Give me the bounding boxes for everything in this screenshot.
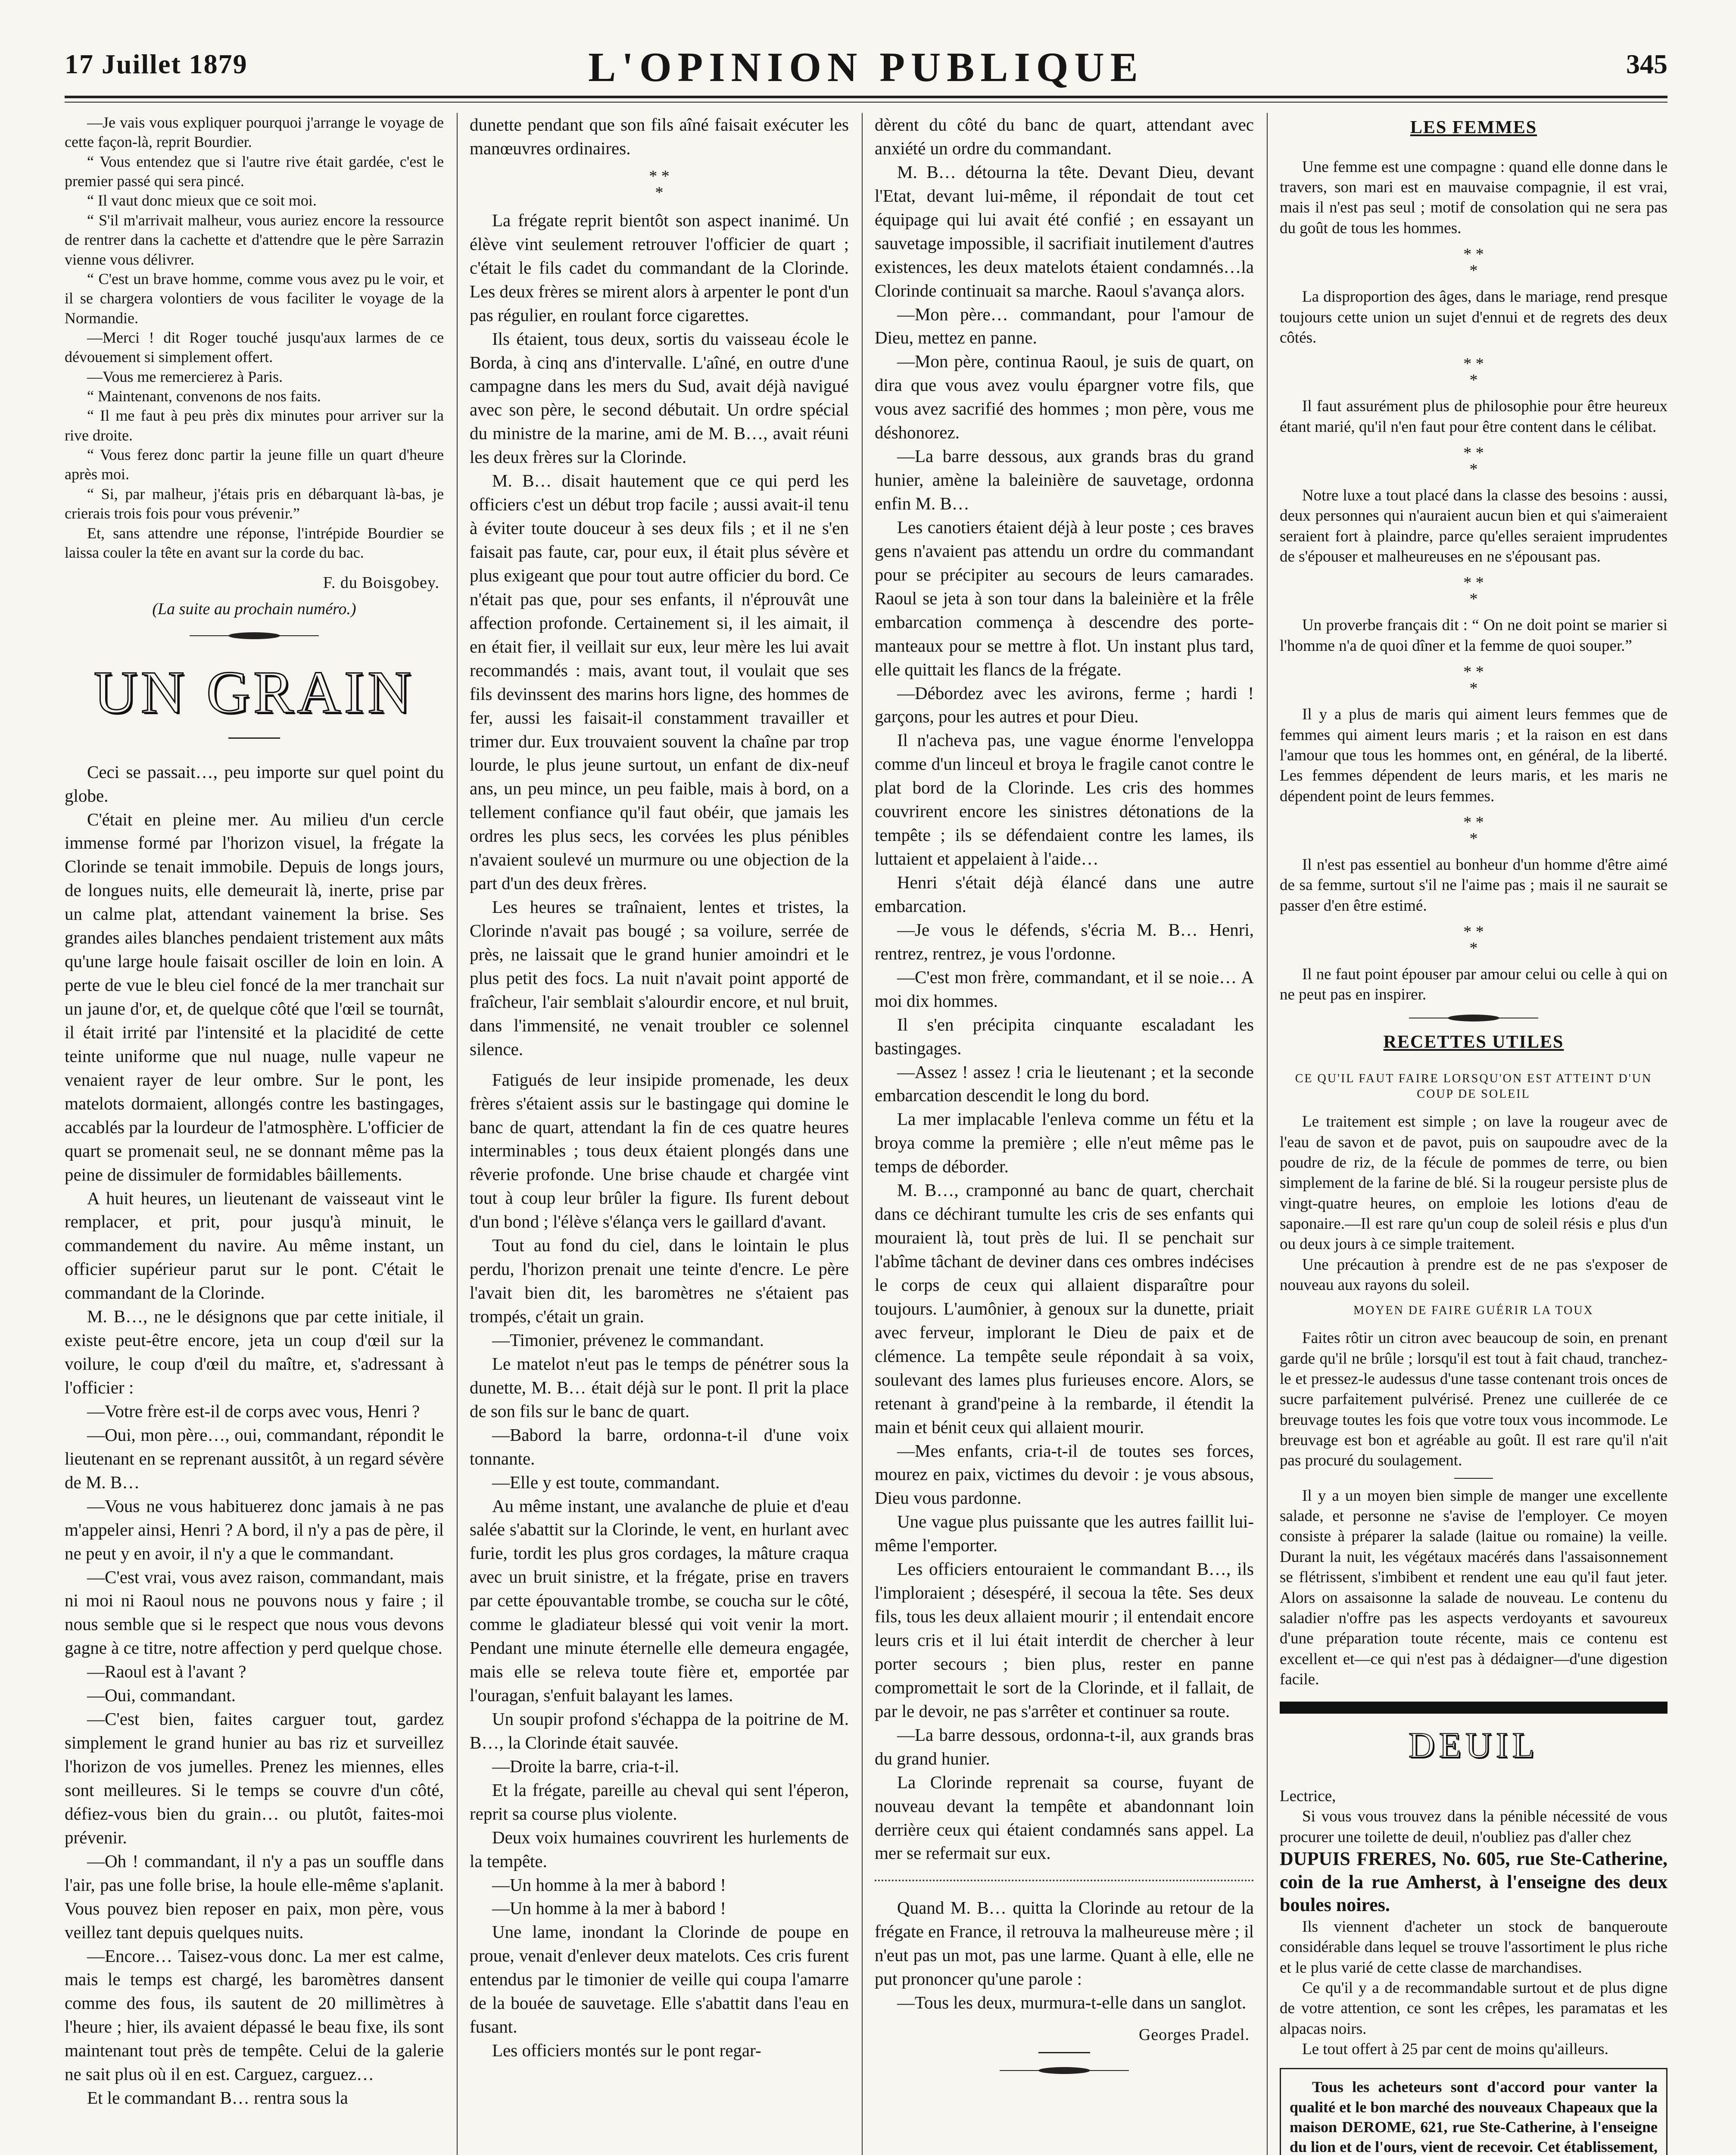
section-stars: * * *	[649, 167, 670, 202]
paragraph: La frégate reprit bientôt son aspect inanimé. Un élève vint seulement retrouver l'officier de quart ; c'était le fils cadet du commandant de la Clorinde. Les deux frères se mirent alors à arpenter le pont d'un pas régulier, en roulant force cigarettes.	[470, 210, 849, 325]
paragraph: —Droite la barre, cria-t-il.	[492, 1756, 679, 1776]
section-stars: * * *	[1463, 443, 1484, 478]
paragraph: Le matelot n'eut pas le temps de pénétrer sous la dunette, M. B… était déjà sur le pont. Il prit la place de son fils sur le banc de quart.	[470, 1353, 849, 1421]
paragraph: dèrent du côté du banc de quart, attendant avec anxiété un ordre du commandant.	[875, 115, 1254, 158]
masthead-rule	[65, 96, 1667, 98]
paragraph: “ Vous ferez donc partir la jeune fille un quart d'heure après moi.	[65, 446, 444, 483]
paragraph: Notre luxe a tout placé dans la classe des besoins : aussi, deux personnes qui n'auraient aucun bien et qui s'aimeraient seraient fort à plaindre, parce qu'elles seraient imprudentes de s'épouser et malheureuses en ne s'épousant pas.	[1280, 486, 1667, 566]
paragraph: Une précaution à prendre est de ne pas s'exposer de nouveau aux rayons du soleil.	[1280, 1256, 1667, 1294]
paragraph: —La barre dessous, ordonna-t-il, aux grands bras du grand hunier.	[875, 1724, 1254, 1768]
author-signature: Georges Pradel.	[1138, 2026, 1250, 2044]
paragraph: Et la frégate, pareille au cheval qui sent l'éperon, reprit sa course plus violente.	[470, 1780, 849, 1824]
paragraph: Ils étaient, tous deux, sortis du vaisseau école le Borda, à cinq ans d'intervalle. L'aîné, en outre d'une campagne dans les mers du Sud, avait déjà navigué avec son père, le second débutait. Un ordre spécial du ministre de la marine, ami de M. B…, avait réuni les deux frères sur la Clorinde.	[470, 328, 849, 467]
section-stars: * * *	[1463, 663, 1484, 698]
paragraph: —Raoul est à l'avant ?	[87, 1662, 246, 1682]
paragraph: Ce qu'il y a de recommandable surtout et de plus digne de votre attention, ce sont les crêpes, les paramatas et les alpacas noirs.	[1280, 1979, 1667, 2038]
paragraph: Tout au fond du ciel, dans le lointain le plus perdu, l'horizon prenait une teinte d'encre. Le père l'avait bien dit, les baromètres ne s'étaient pas trompés, c'était un grain.	[470, 1235, 849, 1326]
paragraph: —Je vais vous expliquer pourquoi j'arrange le voyage de cette façon-là, reprit Bourdier.	[65, 114, 444, 151]
paragraph: Les heures se traînaient, lentes et tristes, la Clorinde n'avait pas bougé ; sa voilure, serrée de près, ne laissait que le grand hunier amoindri et le plus petit des focs. La nuit n'avait point apporté de fraîcheur, l'air semblait s'alourdir encore, et nul bruit, dans l'immensité, ne venait troubler ce solennel silence.	[470, 897, 849, 1059]
paragraph: —Mon père… commandant, pour l'amour de Dieu, mettez en panne.	[875, 304, 1254, 348]
column-divider	[862, 113, 863, 2155]
paragraph: —Mon père, continua Raoul, je suis de quart, on dira que vous avez voulu épargner votre fils, que vous avez sacrifié des hommes ; mon père, vous me déshonorez.	[875, 351, 1254, 443]
author-signature: F. du Boisgobey.	[323, 574, 439, 592]
paragraph: Ceci se passait…, peu importe sur quel point du globe.	[65, 762, 444, 806]
paragraph: La mer implacable l'enleva comme un fétu et la broya comme la première ; elle n'eut même pas le temps de déborder.	[875, 1109, 1254, 1177]
paragraph: —Mes enfants, cria-t-il de toutes ses forces, mourez en paix, victimes du devoir : je vous absous, Dieu vous pardonne.	[875, 1440, 1254, 1508]
paragraph: A huit heures, un lieutenant de vaisseaut vint le remplacer, et prit, pour jusqu'à minuit, le commandement du navire. Au même instant, un officier supérieur parut sur le pont. C'était le commandant de la Clorinde.	[65, 1188, 444, 1303]
paragraph: Quand M. B… quitta la Clorinde au retour de la frégate en France, il retrouva la malheureuse mère ; il n'eut pas un mot, pas une larme. Quant à elle, elle ne put prononcer qu'une parole :	[875, 1898, 1254, 1989]
paragraph: —Oh ! commandant, il n'y a pas un souffle dans l'air, pas une folle brise, la houle elle-même s'aplanit. Vous pouvez bien reposer en paix, mon père, vous veillez tant depuis quelques nuits.	[65, 1851, 444, 1942]
hat-store-ad: Tous les acheteurs sont d'accord pour vanter la qualité et le bon marché des nouveaux Chapeaux que la maison DEROME, 621, rue Ste-Catherine, à l'enseigne du lion et de l'ours, vient de recevoir. Cet établissement,	[1280, 2068, 1667, 2155]
section-stars: * * *	[1463, 245, 1484, 280]
paragraph: dunette pendant que son fils aîné faisait exécuter les manœuvres ordinaires.	[470, 115, 849, 158]
paragraph: Une vague plus puissante que les autres faillit lui-même l'emporter.	[875, 1512, 1254, 1555]
section-stars: * * *	[1463, 355, 1484, 390]
paragraph: Il n'est pas essentiel au bonheur d'un homme d'être aimé de sa femme, surtout s'il ne l'aime pas ; mais il ne saurait se passer d'en être estimé.	[1280, 856, 1667, 915]
title-rule	[228, 737, 280, 739]
paragraph: —La barre dessous, aux grands bras du grand hunier, amène la baleinière de sauvetage, ordonna enfin M. B…	[875, 446, 1254, 513]
paragraph: Il y a un moyen bien simple de manger une excellente salade, et personne ne s'avise de l'employer. Ce moyen consiste à préparer la salade (laitue ou romaine) la veille. Durant la nuit, les végétaux macérés dans l'assaisonnement se flétrissent, s'imbibent et rendent une eau qu'il faut jeter. Alors on assaisonne la salade de nouveau. Le contenu du saladier n'offre pas les aspects verdoyants et savoureux d'une préparation toute récente, mais ce contenu est excellent et—ce qui n'est pas à dédaigner—d'une digestion facile.	[1280, 1487, 1667, 1688]
paragraph: —Babord la barre, ordonna-t-il d'une voix tonnante.	[470, 1424, 849, 1468]
paragraph: “ Il me faut à peu près dix minutes pour arriver sur la rive droite.	[65, 407, 444, 444]
page-number: 345	[1626, 49, 1667, 79]
paragraph: “ C'est un brave homme, comme vous avez pu le voir, et il se chargera volontiers de vous faciliter le voyage de la Normandie.	[65, 270, 444, 327]
paragraph: Faites rôtir un citron avec beaucoup de soin, en prenant garde qu'il ne brûle ; lorsqu'il est tout à fait chaud, tranchez-le et pressez-le audessus d'une tasse contenant trois onces de sucre parfaitement pulvérisé. Prenez une cuillerée de ce breuvage toutes les fois que votre toux vous incommode. Le breuvage est bon et agréable au goût. Il est rare qu'il n'ait pas procuré du soulagement.	[1280, 1329, 1667, 1470]
ad-title-deuil: DEUIL	[1409, 1725, 1539, 1766]
paragraph: —C'est mon frère, commandant, et il se noie… A moi dix hommes.	[875, 967, 1254, 1011]
section-title-femmes: LES FEMMES	[1410, 118, 1537, 137]
paragraph: Le traitement est simple ; on lave la rougeur avec de l'eau de savon et de pavot, puis on saupoudre avec de la poudre de riz, de la fécule de pommes de terre, ou bien simplement de la farine de blé. Si la rougeur persiste plus de vingt-quatre heures, on emploie les lotions d'eau de saponaire.—Il est rare qu'un coup de soleil résis e plus d'un ou deux jours à ce simple traitement.	[1280, 1113, 1667, 1253]
paragraph: —Débordez avec les avirons, ferme ; hardi ! garçons, pour les autres et pour Dieu.	[875, 683, 1254, 727]
paragraph: —Tous les deux, murmura-t-elle dans un sanglot.	[897, 1993, 1247, 2013]
ad-salutation: Lectrice,	[1280, 1787, 1336, 1805]
dotted-divider	[875, 1880, 1254, 1881]
serial-continuation	[65, 113, 444, 620]
paragraph: La Clorinde reprenait sa course, fuyant de nouveau devant la tempête et abandonnant loin derrière ceux qui étaient condamnés sans appel. La mer se refermait sur eux.	[875, 1772, 1254, 1863]
paragraph: Et le commandant B… rentra sous la	[87, 2088, 348, 2108]
paragraph: Une lame, inondant la Clorinde de poupe en proue, venait d'enlever deux matelots. Ces cris furent entendus par le timonier de veille qui coupa l'amarre de la bouée de sauvetage. Elle s'abattit dans l'eau en fusant.	[470, 1922, 849, 2037]
paragraph: —Merci ! dit Roger touché jusqu'aux larmes de ce dévouement si simplement offert.	[65, 328, 444, 366]
paragraph: —Vous me remercierez à Paris.	[87, 368, 283, 385]
paragraph: Les officiers montés sur le pont regar-	[492, 2040, 761, 2061]
paragraph: —Vous ne vous habituerez donc jamais à ne pas m'appeler ainsi, Henri ? A bord, il n'y a pas de père, il ne peut y en avoir, il n'y a que le commandant.	[65, 1496, 444, 1563]
paragraph: Si vous vous trouvez dans la pénible nécessité de vous procurer une toilette de deuil, n'oubliez pas d'aller chez	[1280, 1808, 1667, 1846]
paragraph: M. B…, ne le désignons que par cette initiale, il existe peut-être encore, jeta un coup d'œil sur la voilure, le coup d'œil du maître, et, s'adressant à l'officier :	[65, 1306, 444, 1398]
paragraph: Deux voix humaines couvrirent les hurlements de la tempête.	[470, 1827, 849, 1871]
paragraph: “ Si, par malheur, j'étais pris en débarquant là-bas, je crierais trois fois pour vous prévenir.”	[65, 485, 444, 522]
paragraph: Les officiers entouraient le commandant B…, ils l'imploraient ; désespéré, il secoua la tête. Ses deux fils, tous les deux allaient mourir ; il entendait encore leurs cris et il lui était interdit de chercher à leur porter secours ; bien plus, rester en panne compromettait le sort de la Clorinde, et il fallait, de par le devoir, ne pas s'arrêter et continuer sa route.	[875, 1559, 1254, 1721]
paragraph: Ils viennent d'acheter un stock de banqueroute considérable dans lequel se trouve l'assortiment le plus riche et le plus varié de cette classe de marchandises.	[1280, 1918, 1667, 1977]
paragraph: Il n'acheva pas, une vague énorme l'enveloppa comme d'un linceul et broya le fragile canot contre le plat bord de la Clorinde. Les cris des hommes couvrirent encore les sinistres détonations de la tempête ; ils se défendaient contre les lames, ils luttaient et appelaient à l'aide…	[875, 730, 1254, 869]
paragraph: —Elle y est toute, commandant.	[492, 1472, 720, 1492]
paragraph: Il s'en précipita cinquante escaladant les bastingages.	[875, 1014, 1254, 1058]
paragraph: —C'est bien, faites carguer tout, gardez simplement le grand hunier au bas riz et surveillez l'horizon de vos jumelles. Prenez les miennes, elles sont meilleures. Si le temps se couvre d'un côté, défiez-vous bien du grain… ou plutôt, faites-moi prévenir.	[65, 1709, 444, 1847]
paragraph: “ Il vaut donc mieux que ce soit moi.	[87, 192, 317, 209]
masthead-rule-thin	[65, 102, 1667, 103]
recipe-rule	[1454, 1478, 1493, 1479]
heavy-rule	[1280, 1702, 1667, 1714]
paragraph: Les canotiers étaient déjà à leur poste ; ces braves gens n'avaient pas attendu un ordre du commandant pour se précipiter au secours de leurs camarades. Raoul se jeta à son tour dans la baleinière et la frêle embarcation commença à descendre des porte-manteaux pour se mettre à flot. Un instant plus tard, elle quittait les flancs de la frégate.	[875, 517, 1254, 679]
paragraph: M. B…, cramponné au banc de quart, cherchait dans ce déchirant tumulte les cris de ses enfants qui mouraient là, tout près de lui. Il se penchait sur l'abîme tâchant de deviner dans ces ombres indécises le corps de ceux qui allaient disparaître pour toujours. L'aumônier, à genoux sur la dunette, priait avec ferveur, implorant le Dieu de paix et de clémence. La tempête seule répondait à sa voix, soulevant des lames plus furieuses encore. Alors, se retenant à grand'peine à la rembarde, il étendit la main et bénit ceux qui allaient mourir.	[875, 1180, 1254, 1437]
column-divider	[457, 113, 458, 2155]
paragraph: —Un homme à la mer à babord !	[492, 1874, 726, 1895]
paragraph: Et, sans attendre une réponse, l'intrépide Bourdier se laissa couler la tête en avant sur la corde du bac.	[65, 524, 444, 561]
paragraph: Il faut assurément plus de philosophie pour être heureux étant marié, qu'il n'en faut pour être content dans le célibat.	[1280, 397, 1667, 436]
issue-date: 17 Juillet 1879	[65, 49, 248, 79]
paragraph: Il ne faut point épouser par amour celui ou celle à qui on ne peut pas en inspirer.	[1280, 965, 1667, 1004]
section-stars: * * *	[1463, 813, 1484, 848]
paragraph: La disproportion des âges, dans le mariage, rend presque toujours cette union un sujet d'ennui et de regrets des deux côtés.	[1280, 288, 1667, 347]
paragraph: —Je vous le défends, s'écria M. B… Henri, rentrez, rentrez, je vous l'ordonne.	[875, 919, 1254, 963]
paragraph: Un proverbe français dit : “ On ne doit point se marier si l'homme n'a de quoi dîner et la femme de quoi souper.”	[1280, 616, 1667, 655]
paragraph: Henri s'était déjà élancé dans une autre embarcation.	[875, 872, 1254, 916]
paragraph: Il y a plus de maris qui aiment leurs femmes que de femmes qui aiment leurs maris ; et la raison en est dans l'amour que tous les hommes ont, en général, de la liberté. Les femmes dépendent de leurs maris, et les maris ne dépendent point de leurs femmes.	[1280, 706, 1667, 805]
paragraph: —Oui, mon père…, oui, commandant, répondit le lieutenant en se reprenant aussitôt, à un regard sévère de M. B…	[65, 1424, 444, 1492]
story-title: UN GRAIN	[94, 659, 415, 726]
column-4	[1280, 113, 1667, 2155]
ornament-divider	[1000, 2066, 1129, 2075]
paragraph: —C'est vrai, vous avez raison, commandant, mais ni moi ni Raoul nous ne pouvons nous y faire ; il nous semble que si le respect que nous vous devons gagne à ce titre, notre affection y perd quelque chose.	[65, 1567, 444, 1658]
paragraph: “ S'il m'arrivait malheur, vous auriez encore la ressource de rentrer dans la cachette et d'attendre que le père Sarrazin vienne vous délivrer.	[65, 211, 444, 268]
newspaper-title: L'OPINION PUBLIQUE	[588, 44, 1144, 90]
paragraph: Le tout offert à 25 par cent de moins qu'ailleurs.	[1302, 2040, 1608, 2058]
continuation-note: (La suite au prochain numéro.)	[152, 600, 356, 618]
paragraph: Fatigués de leur insipide promenade, les deux frères s'étaient assis sur le bastingage qui domine le banc de quart, attendant la fin de ces quatre heures interminables ; tous deux étaient plongés dans une rêverie profonde. Une brise chaude et chargée vint tout à coup leur brûler la figure. Ils furent debout d'un bond ; l'élève s'élança vers le gaillard d'avant.	[470, 1069, 849, 1232]
paragraph: —Votre frère est-il de corps avec vous, Henri ?	[87, 1401, 420, 1421]
column-2	[470, 113, 849, 2155]
recipe-title-cough: MOYEN DE FAIRE GUÉRIR LA TOUX	[1353, 1304, 1594, 1318]
paragraph: “ Vous entendez que si l'autre rive était gardée, c'est le premier passé qui sera pincé.	[65, 153, 444, 190]
ornament-divider	[190, 631, 319, 640]
paragraph: Au même instant, une avalanche de pluie et d'eau salée s'abattit sur la Clorinde, le vent, en hurlant avec furie, tordit les plus gros cordages, la mâture craqua avec un bruit sinistre, et la frégate, prise en travers par cette épouvantable trombe, se coucha sur le côté, comme le gladiateur blessé qui voit venir la mort. Pendant une minute éternelle elle demeura engagée, mais elle se releva toute fière et, emportée par l'ouragan, s'enfuit balayant les lames.	[470, 1496, 849, 1705]
masthead	[65, 43, 1667, 91]
column-3	[875, 113, 1254, 2155]
column-divider	[1267, 113, 1268, 2155]
paragraph: M. B… détourna la tête. Devant Dieu, devant l'Etat, devant lui-même, il répondait de tout cet équipage qui lui avait été confié ; en essayant un sauvetage impossible, il sacrifiait inutilement d'autres existences, les deux matelots étaient condamnés…la Clorinde continuait sa marche. Raoul s'avança alors.	[875, 162, 1254, 300]
paragraph: Un soupir profond s'échappa de la poitrine de M. B…, la Clorinde était sauvée.	[470, 1708, 849, 1752]
recipe-title-sunburn: CE QU'IL FAUT FAIRE LORSQU'ON EST ATTEINT D'UN COUP DE SOLEIL	[1295, 1072, 1652, 1101]
paragraph: —Assez ! assez ! cria le lieutenant ; et la seconde embarcation descendit le long du bord.	[875, 1062, 1254, 1106]
column-1	[65, 113, 444, 2155]
store-name: DUPUIS FRERES, No. 605, rue Ste-Catherine, coin de la rue Amherst, à l'enseigne des deux boules noires.	[1280, 1848, 1667, 1916]
paragraph: —Encore… Taisez-vous donc. La mer est calme, mais le temps est chargé, les baromètres dansent comme des fous, ils sautent de 20 millimètres à l'heure ; hier, ils avaient dépassé le beau fixe, ils sont maintenant tout près de tempête. Celui de la galerie ne sait plus où il en est. Carguez, carguez…	[65, 1946, 444, 2084]
paragraph: —Oui, commandant.	[87, 1685, 236, 1705]
ornament-divider	[1409, 1014, 1538, 1022]
paragraph: “ Maintenant, convenons de nos faits.	[87, 387, 321, 405]
section-title-recettes: RECETTES UTILES	[1383, 1032, 1564, 1052]
section-stars: * * *	[1463, 574, 1484, 609]
section-stars: * * *	[1463, 923, 1484, 958]
paragraph: M. B… disait hautement que ce qui perd les officiers c'est un début trop facile ; aussi avait-il tenu à éviter toute douceur à ses deux fils ; et il ne s'en faisait pas faute, car, pour eux, il était plus sévère et plus exigeant que pour tout autre officier du bord. Ce n'était pas que, pour ses enfants, il n'éprouvât une affection profonde. Certainement si, il les aimait, il en était fier, il veillait sur eux, leur mère les lui avait recommandés : mais, avant tout, il voulait que ses fils devinssent des marins hors ligne, des hommes de fer, aussi les faisait-il constamment travailler et trimer dur. Eux trouvaient souvent la chaîne par trop lourde, le plus jeune surtout, un enfant de dix-neuf ans, un peu mince, un peu faible, mais à bord, on a tellement confiance qu'il faut obéir, que jamais les ordres les plus secs, les corvées les plus pénibles n'avaient soulevé un murmure ou une objection de la part d'un des deux frères.	[470, 471, 849, 893]
closing-rule	[1038, 2052, 1090, 2053]
paragraph: Une femme est une compagne : quand elle donne dans le travers, son mari est en mauvaise compagnie, il est vrai, mais il n'est pas seul ; motif de consolation qui ne sera pas du goût de tous les hommes.	[1280, 158, 1667, 237]
paragraph: —Timonier, prévenez le commandant.	[492, 1330, 764, 1350]
paragraph: C'était en pleine mer. Au milieu d'un cercle immense formé par l'horizon visuel, la frégate la Clorinde se tenait immobile. Depuis de longs jours, de longues nuits, elle demeurait là, inerte, prise par un calme plat, attendant vainement la brise. Ses grandes ailes blanches pendaient tristement aux mâts qu'une large houle faisait osciller de loin en loin. A perte de vue le bleu ciel foncé de la mer tranchait sur un jaune d'or, et, de quelque côté que l'œil se tournât, il était irrité par l'intensité et la placidité de cette teinte uniforme que nul nuage, nulle vapeur ne venaient rayer de leur ombre. Sur le pont, les matelots dormaient, allongés contre les bastingages, accablés par la lourdeur de l'atmosphère. L'officier de quart se promenait seul, ne se donnant même pas la peine de dissimuler de formidables bâillements.	[65, 809, 444, 1184]
paragraph: —Un homme à la mer à babord !	[492, 1898, 726, 1918]
